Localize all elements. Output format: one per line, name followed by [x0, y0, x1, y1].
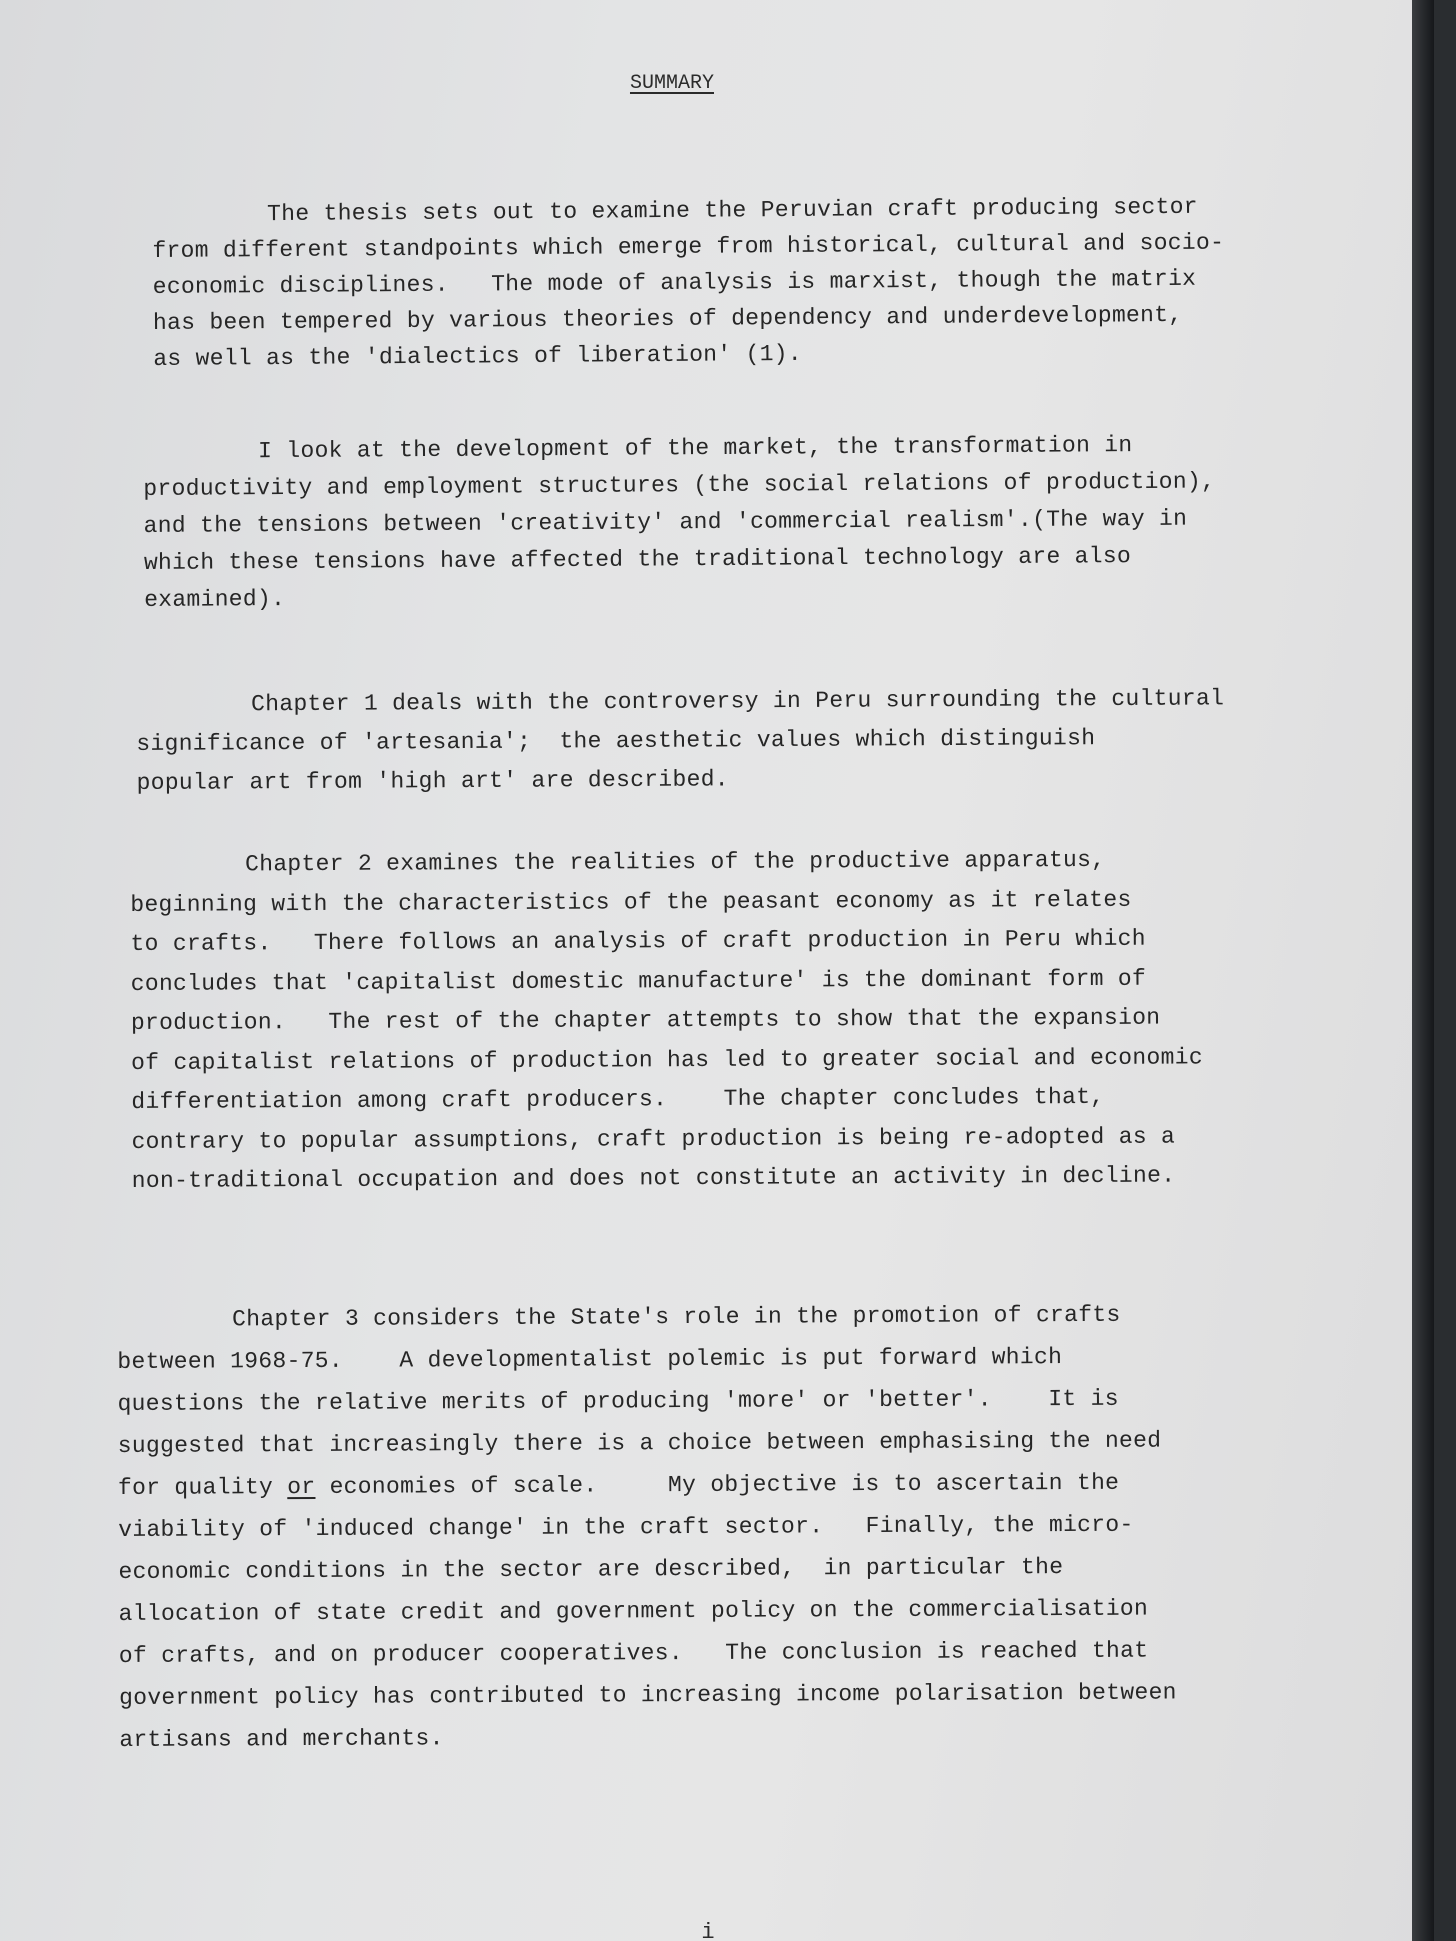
page-number: i — [701, 1920, 715, 1941]
text-line: between 1968-75. A developmentalist polemic is put forward which — [117, 1344, 1063, 1375]
summary-heading: SUMMARY — [629, 72, 714, 95]
paragraph-chapter-1 — [136, 679, 1225, 803]
text-line: government policy has contributed to increasing income polarisation between — [119, 1679, 1177, 1711]
text-line: Chapter 2 examines the realities of the productive apparatus, — [245, 846, 1106, 878]
text-line: concludes that 'capitalist domestic manufacture' is the dominant form of — [130, 965, 1147, 997]
text-line: Chapter 1 deals with the controversy in Peru surrounding the cultural — [251, 685, 1225, 718]
underlined-word: or — [287, 1473, 316, 1501]
text-line: has been tempered by various theories of dependency and underdevelopment, — [152, 301, 1183, 336]
text-line: non-traditional occupation and does not constitute an activity in decline. — [131, 1162, 1176, 1194]
text-line: The thesis sets out to examine the Peruvian craft producing sector — [267, 193, 1198, 228]
text-line: significance of 'artesania'; the aesthetic values which distinguish — [136, 725, 1096, 757]
text-line: economic disciplines. The mode of analysis is marxist, though the matrix — [152, 265, 1197, 300]
text-line: productivity and employment structures (the social relations of production), — [143, 468, 1216, 502]
text-line: to crafts. There follows an analysis of craft production in Peru which — [130, 925, 1146, 957]
text-line: beginning with the characteristics of the peasant economy as it relates — [130, 886, 1132, 918]
paragraph-market — [143, 427, 1216, 619]
text-line: which these tensions have affected the traditional technology are also — [143, 543, 1132, 576]
text-line: differentiation among craft producers. The chapter concludes that, — [131, 1083, 1105, 1115]
text-line: from different standpoints which emerge from historical, cultural and socio- — [152, 229, 1225, 264]
text-line: of capitalist relations of production has led to greater social and economic — [131, 1043, 1203, 1076]
page-edge-shadow — [1412, 0, 1434, 1941]
text-line: as well as the 'dialectics of liberation' (1). — [153, 340, 803, 372]
text-line: allocation of state credit and government policy on the commercialisation — [118, 1595, 1149, 1627]
text-line: I look at the development of the market, the transformation in — [258, 432, 1133, 465]
text-line: Chapter 3 considers the State's role in the promotion of crafts — [232, 1301, 1121, 1333]
text-line: for quality or economies of scale. My objective is to ascertain the — [117, 1469, 1120, 1501]
text-line: questions the relative merits of producing 'more' or 'better'. It is — [117, 1385, 1119, 1417]
paragraph-intro — [152, 189, 1225, 377]
paragraph-chapter-2 — [130, 840, 1204, 1201]
text-line: production. The rest of the chapter attempts to show that the expansion — [130, 1004, 1161, 1036]
text-line: viability of 'induced change' in the craft sector. Finally, the micro- — [118, 1511, 1134, 1543]
text-line: suggested that increasingly there is a choice between emphasising the need — [117, 1427, 1162, 1459]
text-line: artisans and merchants. — [119, 1725, 444, 1753]
text-line: popular art from 'high art' are described. — [136, 766, 729, 796]
text-line: contrary to popular assumptions, craft production is being re-adopted as a — [131, 1123, 1176, 1155]
text-line: of crafts, and on producer cooperatives. The conclusion is reached that — [118, 1637, 1149, 1669]
text-line: and the tensions between 'creativity' and 'commercial realism'.(The way in — [143, 505, 1188, 539]
paragraph-chapter-3 — [117, 1293, 1177, 1761]
text-line: economic conditions in the sector are described, in particular the — [118, 1554, 1064, 1585]
text-line: examined). — [144, 586, 286, 613]
